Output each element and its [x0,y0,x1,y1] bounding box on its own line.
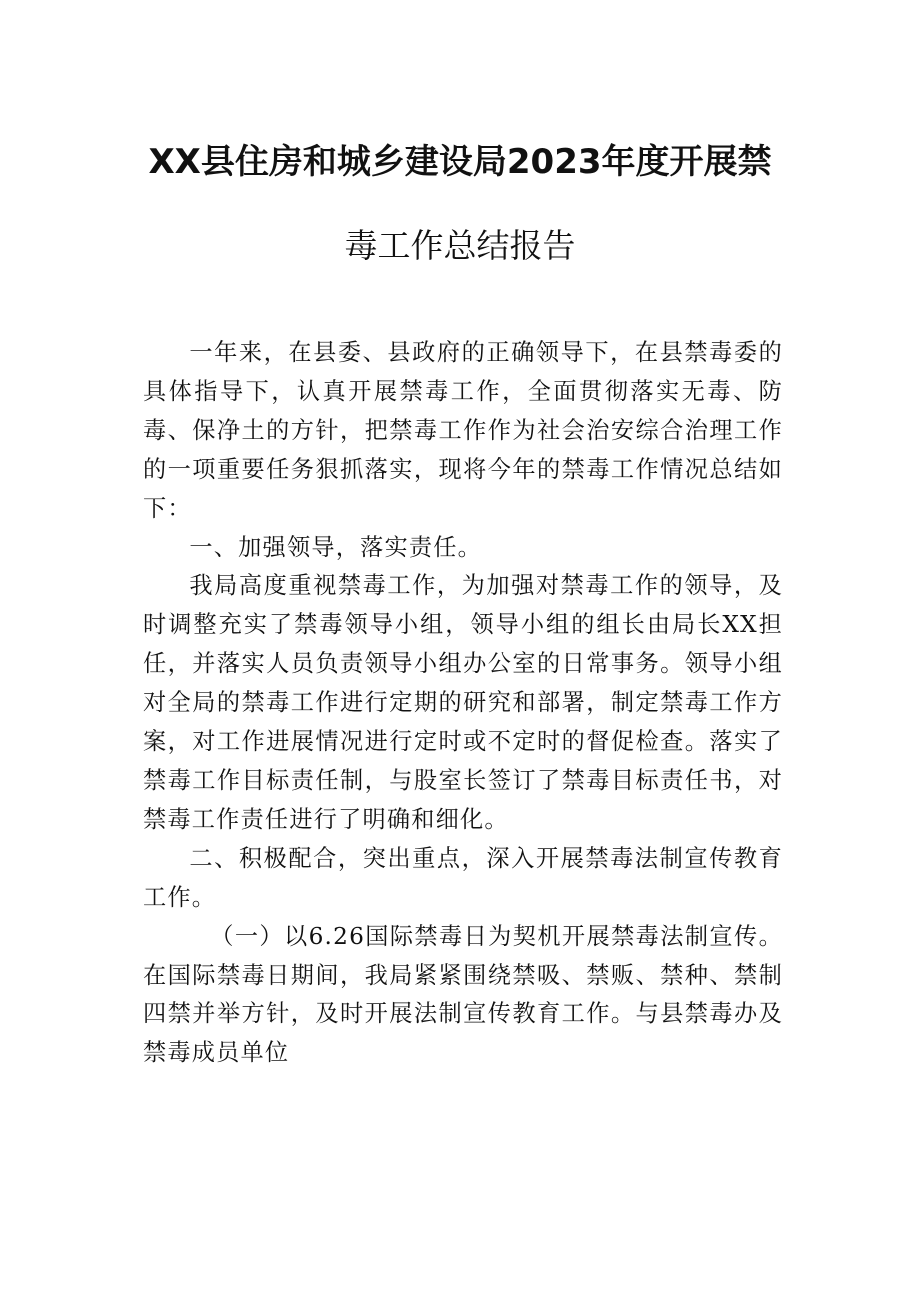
paragraph-intro: 一年来，在县委、县政府的正确领导下，在县禁毒委的具体指导下，认真开展禁毒工作，全面贯彻落实无毒、防毒、保净土的方针，把禁毒工作作为社会治安综合治理工作的一项重要任务狠抓落实，现将今年的禁毒工作情况总结如下： [143,339,783,522]
document-title-line-1: XX县住房和城乡建设局2023年度开展禁 [148,142,772,182]
section-heading-2: 二、积极配合，突出重点，深入开展禁毒法制宣传教育工作。 [143,844,783,911]
section-heading-1: 一、加强领导，落实责任。 [189,533,483,561]
document-body [143,334,783,1073]
document-title-line-2: 毒工作总结报告 [344,226,576,265]
paragraph-leadership: 我局高度重视禁毒工作，为加强对禁毒工作的领导，及时调整充实了禁毒领导小组，领导小组的组长由局长XX担任，并落实人员负责领导小组办公室的日常事务。领导小组对全局的禁毒工作进行定期的研究和部署，制定禁毒工作方案，对工作进展情况进行定时或不定时的督促检查。落实了禁毒工作目标责任制，与股室长签订了禁毒目标责任书，对禁毒工作责任进行了明确和细化。 [143,572,783,833]
paragraph-subsection-1: （一）以6.26国际禁毒日为契机开展禁毒法制宣传。在国际禁毒日期间，我局紧紧围绕禁吸、禁贩、禁种、禁制四禁并举方针，及时开展法制宣传教育工作。与县禁毒办及禁毒成员单位 [143,922,783,1067]
